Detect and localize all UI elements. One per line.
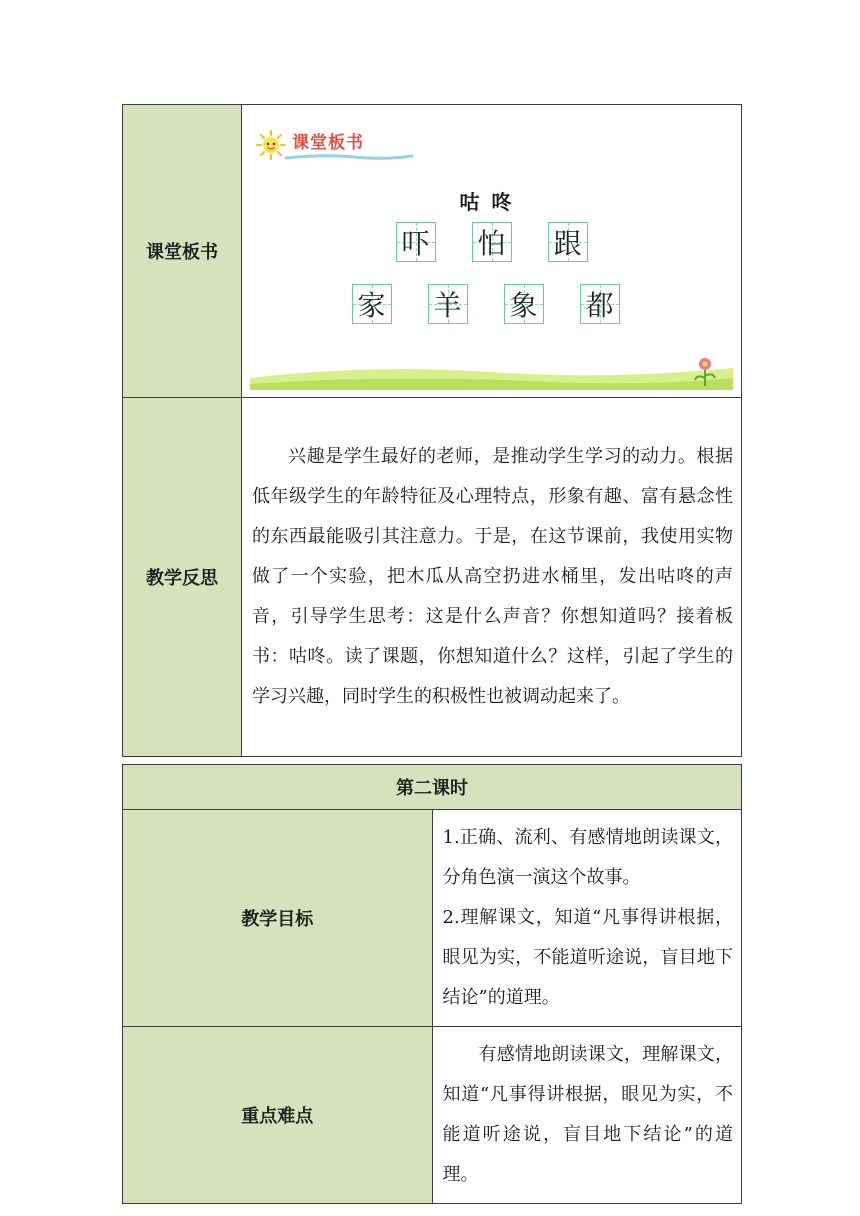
board-cell: [242, 105, 742, 398]
tianzige-box: 都: [580, 284, 620, 324]
tianzige-box: 羊: [428, 284, 468, 324]
tianzige-box: 怕: [472, 222, 512, 262]
section-title: 第二课时: [123, 765, 742, 810]
reflection-label: 教学反思: [123, 398, 242, 757]
lesson-title: 咕咚: [459, 190, 524, 214]
board-banner-text: 课堂板书: [292, 133, 364, 153]
board-banner: [256, 122, 406, 158]
sun-icon: [256, 130, 286, 160]
goal-item-2: 2.理解课文，知道“凡事得讲根据，眼见为实，不能道听途说，盲目地下结论”的道理。: [442, 907, 733, 1008]
character-row-2: [250, 284, 727, 324]
goal-item-1: 1.正确、流利、有感情地朗读课文，分角色演一演这个故事。: [442, 827, 733, 888]
tianzige-box: 象: [504, 284, 544, 324]
tianzige-box: 家: [352, 284, 392, 324]
brush-underline: [284, 152, 414, 162]
tianzige-box: 吓: [396, 222, 436, 262]
lesson-table-1: [122, 104, 742, 757]
grass-decoration: [250, 356, 733, 390]
flower-icon: [687, 356, 723, 386]
reflection-text: 兴趣是学生最好的老师，是推动学生学习的动力。根据低年级学生的年龄特征及心理特点，形象有趣、富有悬念性的东西最能吸引其注意力。于是，在这节课前，我使用实物做了一个实验，把木瓜从高空扔进水桶里，发出咕咚的声音，引导学生思考：这是什么声音？你想知道吗？接着板书：咕咚。读了课题，你想知道什么？这样，引起了学生的学习兴趣，同时学生的积极性也被调动起来了。: [242, 398, 742, 757]
goals-label: 教学目标: [123, 810, 433, 1027]
tianzige-box: 跟: [548, 222, 588, 262]
goals-cell: [432, 810, 742, 1027]
character-row-1: [250, 222, 733, 262]
blackboard-panel: [250, 112, 733, 390]
key-points-label: 重点难点: [123, 1027, 433, 1204]
key-points-text: 有感情地朗读课文，理解课文，知道“凡事得讲根据，眼见为实，不能道听途说，盲目地下结论”的道理。: [432, 1027, 742, 1204]
lesson-table-2: [122, 764, 742, 1204]
board-label: 课堂板书: [123, 105, 242, 398]
